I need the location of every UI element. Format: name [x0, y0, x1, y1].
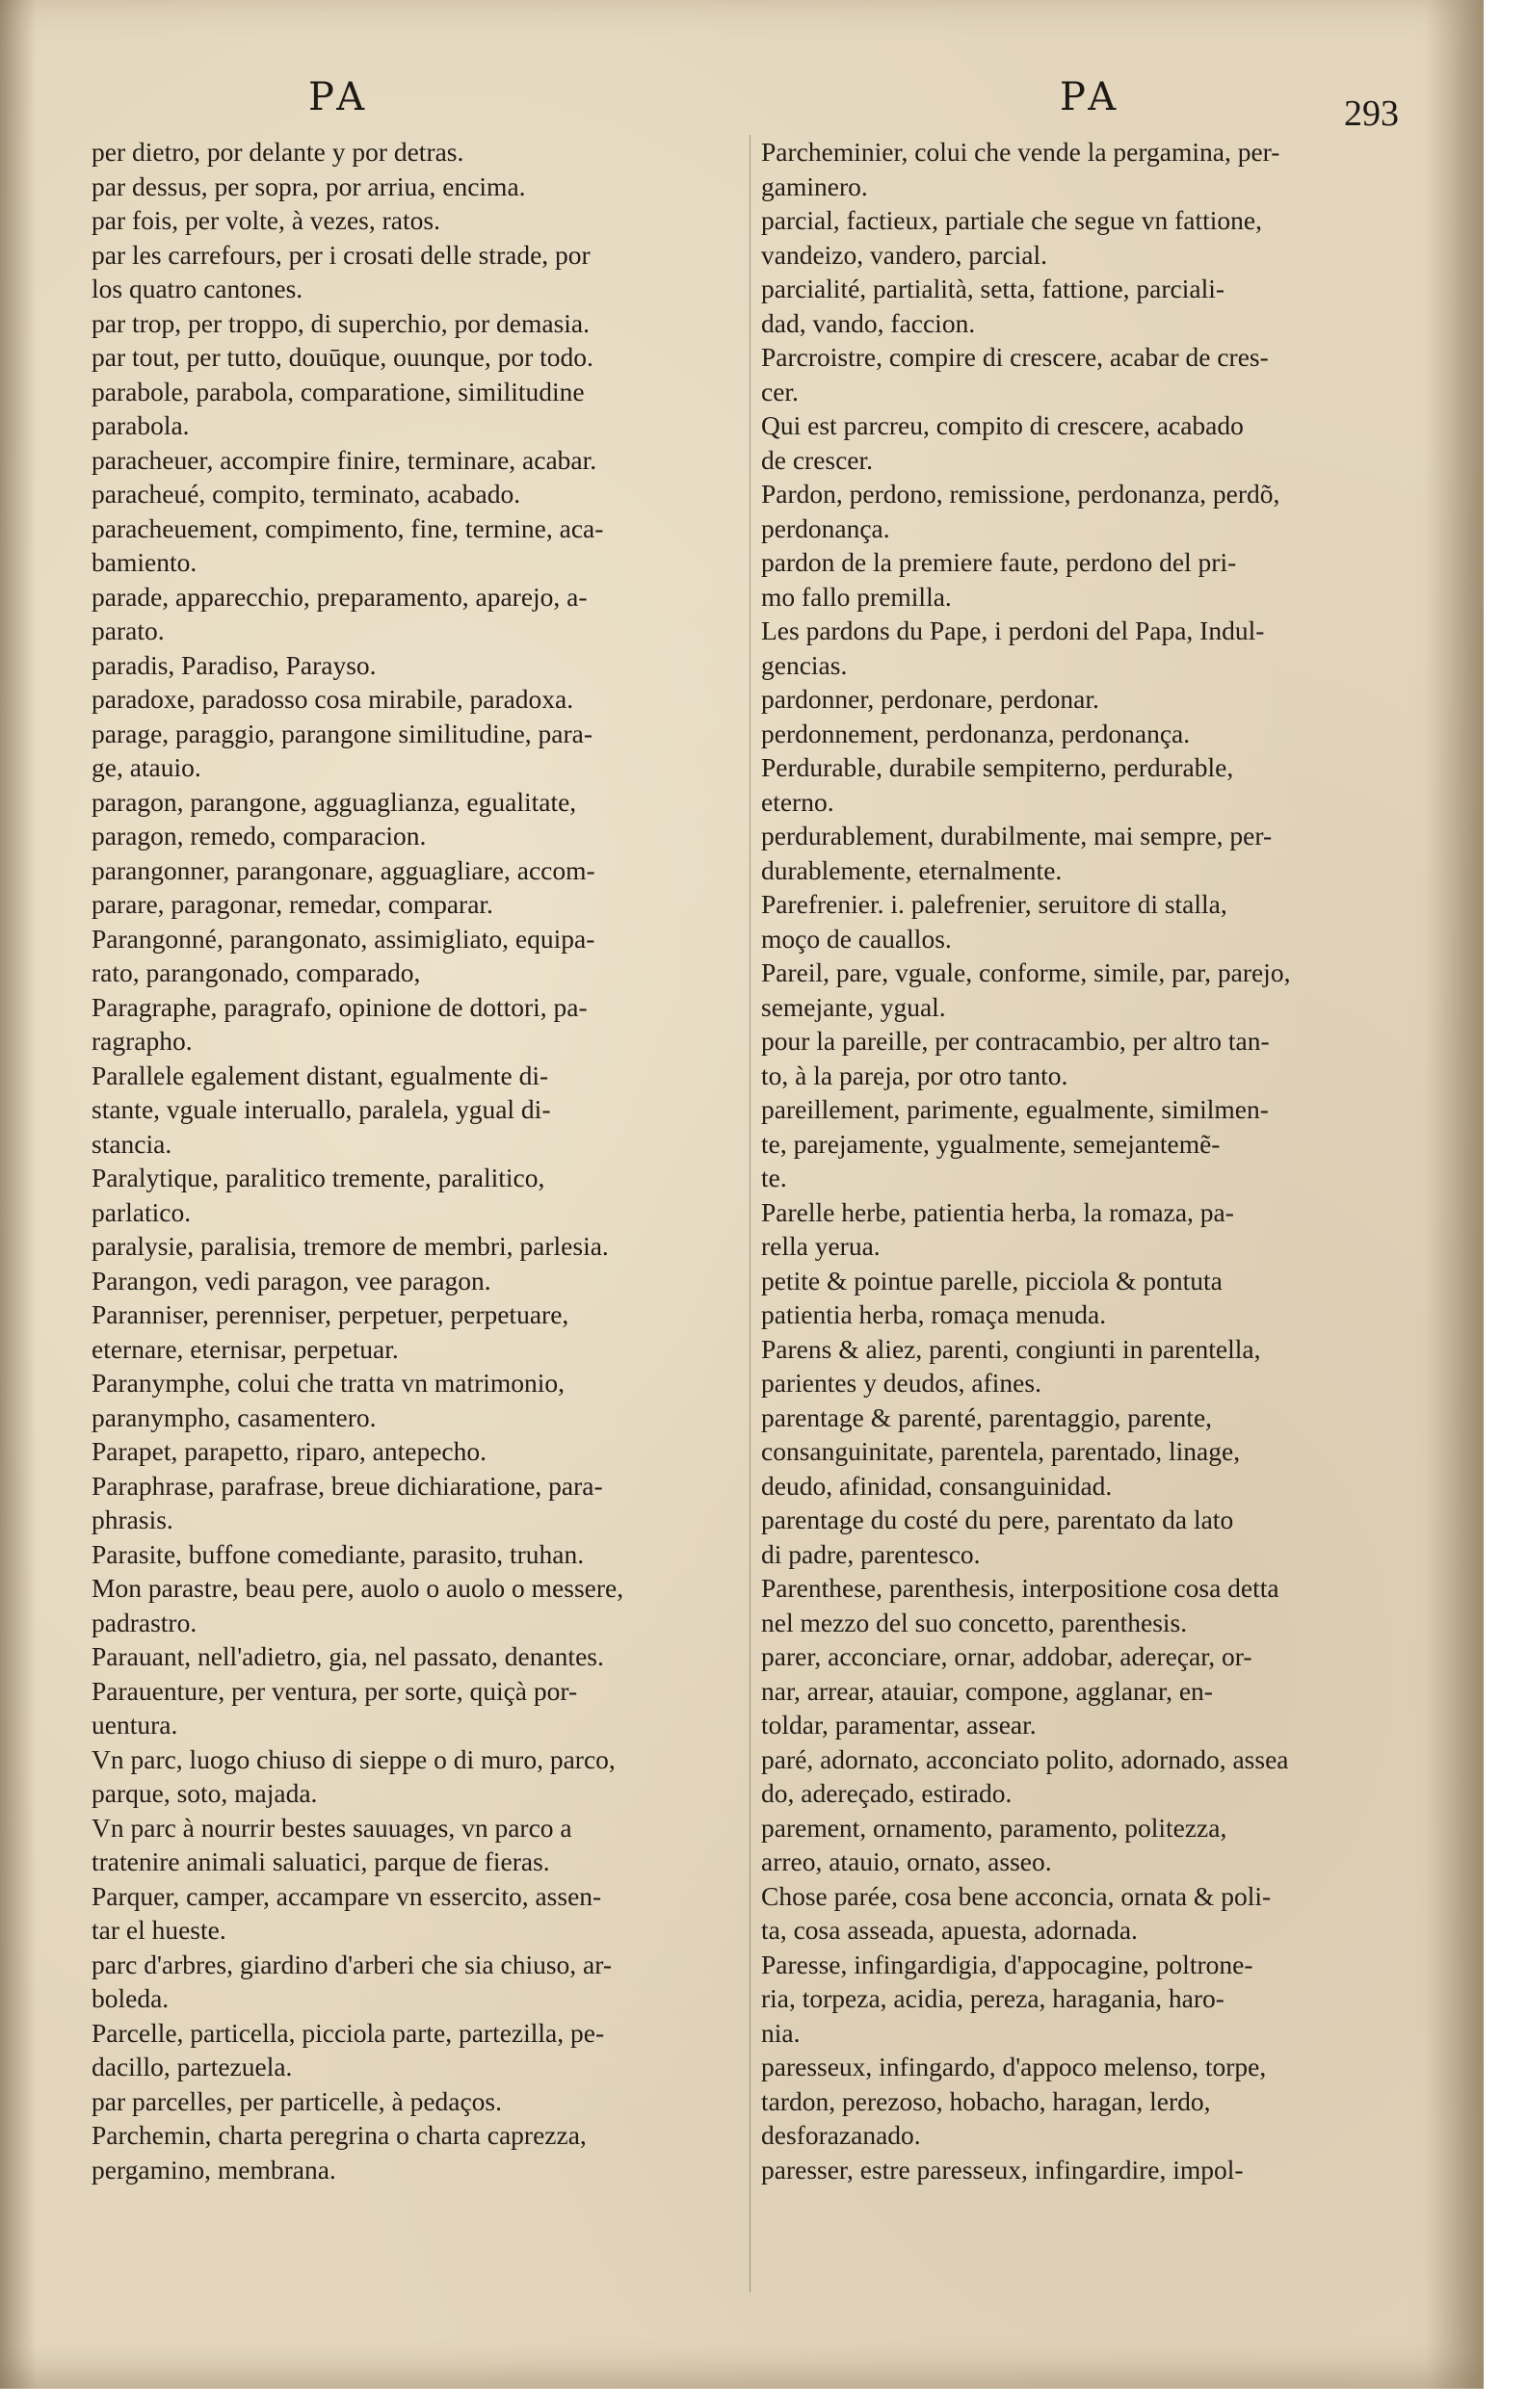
entry-line: vandeizo, vandero, parcial. — [761, 239, 1048, 270]
dictionary-entry — [92, 1537, 742, 1572]
dictionary-entry — [761, 203, 1407, 272]
entry-line: parlatico. — [92, 1196, 192, 1227]
entry-line: dad, vando, faccion. — [761, 307, 976, 338]
entry-line: nar, arrear, atauiar, compone, agglanar, en- — [761, 1675, 1213, 1706]
dictionary-entry — [92, 511, 742, 580]
dictionary-entry — [761, 682, 1407, 717]
entry-line: parcial, factieux, partiale che segue vn fattione, — [761, 205, 1262, 235]
entry-line: Parcheminier, colui che vende la pergamina, per- — [761, 137, 1280, 167]
dictionary-entry — [761, 477, 1407, 545]
entry-line: padrastro. — [92, 1607, 197, 1637]
entry-line: paradoxe, paradosso cosa mirabile, paradoxa. — [92, 684, 574, 714]
entry-line: Parelle herbe, patientia herba, la romaza, pa- — [761, 1196, 1234, 1227]
entry-line: Paragraphe, paragrafo, opinione de dottori, pa- — [92, 991, 588, 1022]
entry-line: eterno. — [761, 786, 834, 817]
entry-line: petite & pointue parelle, picciola & pontuta — [761, 1265, 1223, 1296]
dictionary-entry — [92, 1264, 742, 1298]
entry-line: par fois, per volte, à vezes, ratos. — [92, 205, 440, 235]
entry-line: Paresse, infingardigia, d'appocagine, poltrone- — [761, 1949, 1253, 1979]
entry-line: paragon, parangone, agguaglianza, egualitate, — [92, 786, 577, 817]
entry-line: ta, cosa asseada, apuesta, adornada. — [761, 1915, 1138, 1945]
entry-line: Pardon, perdono, remissione, perdonanza, perdõ, — [761, 479, 1280, 509]
entry-line: Parens & aliez, parenti, congiunti in parentella, — [761, 1333, 1261, 1364]
entry-line: pergamino, membrana. — [92, 2154, 336, 2185]
entry-line: paranympho, casamentero. — [92, 1401, 377, 1432]
right-column — [761, 135, 1407, 2186]
entry-line: pareillement, parimente, egualmente, similmen- — [761, 1094, 1269, 1124]
entry-line: durablemente, eternalmente. — [761, 854, 1063, 885]
dictionary-entry — [761, 1400, 1407, 1504]
dictionary-entry — [761, 1571, 1407, 1639]
entry-line: te, parejamente, ygualmente, semejantemẽ- — [761, 1128, 1221, 1159]
entry-line: rato, parangonado, comparado, — [92, 957, 421, 987]
entry-line: Qui est parcreu, compito di crescere, acabado — [761, 410, 1244, 440]
dictionary-entry — [92, 1811, 742, 1879]
entry-line: dacillo, partezuela. — [92, 2052, 293, 2081]
entry-line: par les carrefours, per i crosati delle strade, por — [92, 239, 591, 270]
entry-line: Vn parc, luogo chiuso di sieppe o di muro, parco, — [92, 1743, 616, 1774]
dictionary-entry — [92, 922, 742, 990]
dictionary-entry — [92, 477, 742, 511]
entry-line: parc d'arbres, giardino d'arberi che sia chiuso, ar- — [92, 1949, 613, 1979]
entry-line: Parangon, vedi paragon, vee paragon. — [92, 1265, 491, 1296]
dictionary-entry — [92, 443, 742, 478]
entry-line: Les pardons du Pape, i perdoni del Papa, Indul- — [761, 615, 1265, 645]
dictionary-entry — [761, 1503, 1407, 1571]
page-edge-shadow — [1426, 0, 1484, 2389]
entry-line: te. — [761, 1163, 787, 1192]
dictionary-entry — [92, 1879, 742, 1948]
dictionary-entry — [761, 2153, 1407, 2187]
entry-line: Perdurable, durabile sempiterno, perdurable, — [761, 752, 1234, 782]
entry-line: par tout, per tutto, douūque, ouunque, por todo. — [92, 342, 593, 372]
dictionary-entry — [761, 1092, 1407, 1195]
left-running-head: PA — [308, 75, 371, 119]
entry-line: par dessus, per sopra, por arriua, encima. — [92, 170, 526, 201]
dictionary-entry — [761, 750, 1407, 819]
entry-line: Parenthese, parenthesis, interpositione cosa detta — [761, 1573, 1279, 1603]
dictionary-entry — [92, 2016, 742, 2084]
entry-line: uentura. — [92, 1710, 178, 1740]
dictionary-entry — [92, 238, 742, 306]
dictionary-entry — [92, 2084, 742, 2119]
entry-line: Chose parée, cosa bene acconcia, ornata & poli- — [761, 1880, 1272, 1911]
entry-line: paralysie, paralisia, tremore de membri, parlesia. — [92, 1231, 609, 1261]
entry-line: stante, vguale interuallo, paralela, ygual di- — [92, 1094, 551, 1124]
entry-line: consanguinitate, parentela, parentado, linage, — [761, 1436, 1241, 1466]
entry-line: boleda. — [92, 1983, 170, 2013]
entry-line: ragrapho. — [92, 1026, 193, 1056]
entry-line: gaminero. — [761, 170, 868, 201]
dictionary-entry — [92, 170, 742, 204]
entry-line: di padre, parentesco. — [761, 1538, 981, 1569]
entry-line: perdurablement, durabilmente, mai sempre, per- — [761, 821, 1273, 851]
dictionary-entry — [92, 1469, 742, 1537]
dictionary-entry — [761, 955, 1407, 1024]
dictionary-entry — [92, 648, 742, 683]
dictionary-entry — [761, 1879, 1407, 1948]
dictionary-entry — [761, 1024, 1407, 1092]
entry-line: paresseux, infingardo, d'appoco melenso, torpe, — [761, 2052, 1267, 2081]
entry-line: nia. — [761, 2017, 801, 2048]
entry-line: desforazanado. — [761, 2120, 921, 2150]
dictionary-entry — [92, 1229, 742, 1264]
dictionary-entry — [92, 1297, 742, 1366]
entry-line: par trop, per troppo, di superchio, por demasia. — [92, 307, 591, 338]
entry-line: parentage du costé du pere, parentato da lato — [761, 1505, 1234, 1534]
entry-line: perdonnement, perdonanza, perdonança. — [761, 718, 1191, 748]
dictionary-entry — [761, 1195, 1407, 1264]
dictionary-entry — [92, 580, 742, 648]
dictionary-entry — [761, 1264, 1407, 1332]
entry-line: moço de cauallos. — [761, 923, 952, 954]
dictionary-entry — [92, 306, 742, 341]
entry-line: tratenire animali saluatici, parque de fieras. — [92, 1846, 550, 1876]
dictionary-entry — [92, 135, 742, 170]
entry-line: phrasis. — [92, 1505, 173, 1534]
dictionary-entry — [92, 1674, 742, 1742]
entry-line: toldar, paramentar, assear. — [761, 1710, 1037, 1740]
dictionary-entry — [92, 203, 742, 238]
entry-line: bamiento. — [92, 547, 197, 577]
entry-line: parangonner, parangonare, agguagliare, accom- — [92, 854, 595, 885]
entry-line: parage, paraggio, parangone similitudine, para- — [92, 718, 593, 748]
dictionary-entry — [761, 1639, 1407, 1742]
entry-line: parientes y deudos, afines. — [761, 1368, 1041, 1398]
entry-line: rella yerua. — [761, 1231, 881, 1261]
dictionary-entry — [761, 1948, 1407, 2051]
entry-line: parabole, parabola, comparatione, similitudine — [92, 376, 585, 406]
dictionary-entry — [92, 1366, 742, 1434]
entry-line: perdonança. — [761, 512, 890, 543]
entry-line: paragon, remedo, comparacion. — [92, 821, 427, 851]
entry-line: do, adereçado, estirado. — [761, 1778, 1013, 1808]
dictionary-entry — [761, 340, 1407, 408]
entry-line: Parcroistre, compire di crescere, acabar de cres- — [761, 342, 1269, 372]
entry-line: mo fallo premilla. — [761, 581, 952, 612]
entry-line: paracheué, compito, terminato, acabado. — [92, 479, 521, 509]
dictionary-entry — [92, 990, 742, 1059]
dictionary-entry — [761, 2050, 1407, 2153]
dictionary-entry — [761, 272, 1407, 340]
dictionary-entry — [92, 682, 742, 717]
dictionary-entry — [92, 340, 742, 375]
entry-line: Parchemin, charta peregrina o charta caprezza, — [92, 2120, 587, 2150]
dictionary-entry — [761, 1332, 1407, 1400]
entry-line: Parefrenier. i. palefrenier, seruitore di stalla, — [761, 889, 1227, 919]
dictionary-entry — [92, 1948, 742, 2016]
entry-line: paradis, Paradiso, Parayso. — [92, 649, 377, 680]
entry-line: parer, acconciare, ornar, addobar, adereçar, or- — [761, 1641, 1252, 1671]
dictionary-entry — [761, 1742, 1407, 1811]
dictionary-entry — [761, 545, 1407, 614]
entry-line: to, à la pareja, por otro tanto. — [761, 1060, 1068, 1090]
entry-line: tar el hueste. — [92, 1915, 226, 1945]
entry-line: Parallele egalement distant, egualmente di- — [92, 1060, 549, 1090]
entry-line: Parangonné, parangonato, assimigliato, equipa- — [92, 923, 595, 954]
dictionary-entry — [92, 1639, 742, 1674]
page-number: 293 — [1344, 93, 1399, 134]
dictionary-entry — [761, 614, 1407, 682]
entry-line: nel mezzo del suo concetto, parenthesis. — [761, 1607, 1188, 1637]
page-gutter-shadow — [0, 0, 37, 2389]
entry-line: Paraphrase, parafrase, breue dichiaratione, para- — [92, 1470, 603, 1501]
entry-line: Parcelle, particella, picciola parte, partezilla, pe- — [92, 2017, 605, 2048]
dictionary-entry — [92, 2118, 742, 2186]
dictionary-entry — [92, 785, 742, 853]
entry-line: per dietro, por delante y por detras. — [92, 137, 464, 167]
entry-line: paracheuement, compimento, fine, termine, aca- — [92, 512, 604, 543]
entry-line: Parapet, parapetto, riparo, antepecho. — [92, 1436, 487, 1466]
entry-line: parabola. — [92, 410, 190, 440]
entry-line: parque, soto, majada. — [92, 1778, 318, 1808]
entry-line: par parcelles, per particelle, à pedaços. — [92, 2085, 503, 2116]
entry-line: Mon parastre, beau pere, auolo o auolo o messere, — [92, 1573, 624, 1603]
entry-line: de crescer. — [761, 444, 874, 475]
dictionary-entry — [92, 1059, 742, 1162]
entry-line: eternare, eternisar, perpetuar. — [92, 1333, 399, 1364]
dictionary-entry — [761, 717, 1407, 751]
entry-line: stancia. — [92, 1128, 172, 1159]
entry-line: pardon de la premiere faute, perdono del pri- — [761, 547, 1237, 577]
entry-line: parade, apparecchio, preparamento, aparejo, a- — [92, 581, 588, 612]
entry-line: patientia herba, romaça menuda. — [761, 1299, 1107, 1329]
entry-line: Parauant, nell'adietro, gia, nel passato, denantes. — [92, 1641, 604, 1671]
dictionary-entry — [761, 819, 1407, 887]
entry-line: paracheuer, accompire finire, terminare, acabar. — [92, 444, 597, 475]
entry-line: deudo, afinidad, consanguinidad. — [761, 1470, 1113, 1501]
entry-line: tardon, perezoso, hobacho, haragan, lerdo, — [761, 2085, 1211, 2116]
entry-line: semejante, ygual. — [761, 991, 946, 1022]
entry-line: parato. — [92, 615, 165, 645]
dictionary-entry — [761, 408, 1407, 477]
entry-line: Paralytique, paralitico tremente, paralitico, — [92, 1163, 545, 1192]
entry-line: los quatro cantones. — [92, 274, 303, 303]
dictionary-entry — [92, 375, 742, 443]
entry-line: parare, paragonar, remedar, comparar. — [92, 889, 493, 919]
entry-line: paré, adornato, acconciato polito, adornado, assea — [761, 1743, 1289, 1774]
entry-line: pour la pareille, per contracambio, per altro tan- — [761, 1026, 1270, 1056]
entry-line: arreo, atauio, ornato, asseo. — [761, 1846, 1052, 1876]
dictionary-entry — [92, 1571, 742, 1639]
dictionary-entry — [761, 1811, 1407, 1879]
entry-line: Parauenture, per ventura, per sorte, quiçà por- — [92, 1675, 578, 1706]
entry-line: Parasite, buffone comediante, parasito, truhan. — [92, 1538, 585, 1569]
entry-line: Vn parc à nourrir bestes sauuages, vn parco a — [92, 1812, 572, 1843]
dictionary-entry — [92, 717, 742, 785]
entry-line: ria, torpeza, acidia, pereza, haragania, haro- — [761, 1983, 1224, 2013]
left-column — [92, 135, 742, 2186]
entry-line: ge, atauio. — [92, 752, 201, 782]
right-running-head: PA — [1060, 75, 1122, 119]
dictionary-entry — [92, 853, 742, 922]
dictionary-entry — [761, 135, 1407, 203]
entry-line: Pareil, pare, vguale, conforme, simile, par, parejo, — [761, 957, 1291, 987]
dictionary-entry — [761, 887, 1407, 955]
entry-line: paresser, estre paresseux, infingardire, impol- — [761, 2154, 1244, 2185]
entry-line: parcialité, partialità, setta, fattione, parciali- — [761, 274, 1225, 303]
entry-line: parentage & parenté, parentaggio, parente, — [761, 1401, 1213, 1432]
entry-line: Paranymphe, colui che tratta vn matrimonio, — [92, 1368, 566, 1398]
entry-line: parement, ornamento, paramento, politezza, — [761, 1812, 1227, 1843]
dictionary-entry — [92, 1161, 742, 1229]
entry-line: pardonner, perdonare, perdonar. — [761, 684, 1099, 714]
entry-line: cer. — [761, 376, 799, 406]
entry-line: gencias. — [761, 649, 848, 680]
entry-line: Parquer, camper, accampare vn essercito, assen- — [92, 1880, 602, 1911]
dictionary-entry — [92, 1742, 742, 1811]
dictionary-entry — [92, 1434, 742, 1469]
entry-line: Paranniser, perenniser, perpetuer, perpetuare, — [92, 1299, 569, 1329]
